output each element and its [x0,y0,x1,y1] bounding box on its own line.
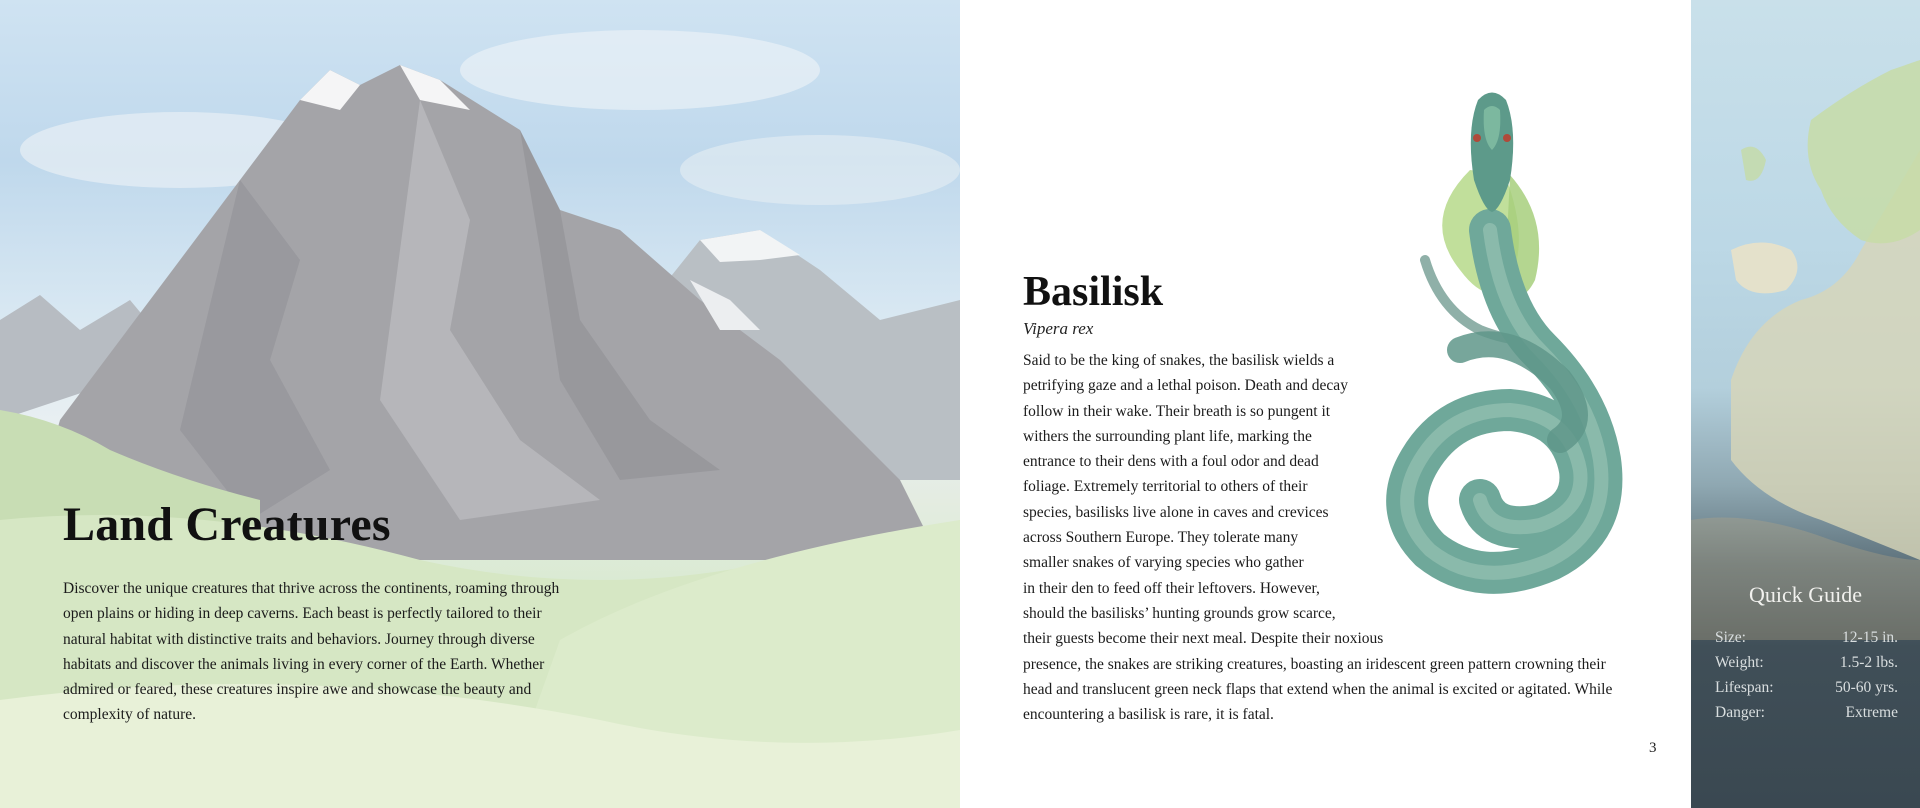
entry-line: follow in their wake. Their breath is so pungent it [1023,402,1331,420]
quick-guide-value: 1.5-2 lbs. [1839,654,1898,671]
entry-line: their guests become their next meal. Despite their noxious [1023,630,1384,648]
entry-line: withers the surrounding plant life, marking the [1023,427,1312,445]
entry-line: species, basilisks live alone in caves and crevices [1023,503,1329,521]
entry-line: entrance to their dens with a foul odor and dead [1023,453,1319,471]
entry-title: Basilisk [1023,269,1164,315]
quick-guide-label: Weight: [1715,654,1764,671]
page-number: 3 [1649,740,1657,756]
quick-guide-value: 12-15 in. [1842,629,1898,646]
entry-line: head and translucent green neck flaps that extend when the animal is excited or agitated. While [1023,680,1613,698]
quick-guide-label: Danger: [1715,704,1765,721]
quick-guide-sidebar [1691,0,1920,808]
snake-eye-right [1503,134,1511,142]
quick-guide-value: 50-60 yrs. [1835,679,1898,696]
entry-line: petrifying gaze and a lethal poison. Death and decay [1023,377,1348,395]
entry-line: in their den to feed off their leftovers. However, [1023,579,1320,597]
entry-line: smaller snakes of varying species who gather [1023,554,1304,572]
quick-guide-value: Extreme [1845,704,1898,721]
entry-line: encountering a basilisk is rare, it is fatal. [1023,706,1274,724]
section-title: Land Creatures [63,498,391,551]
entry-line: across Southern Europe. They tolerate many [1023,529,1299,547]
entry-line: foliage. Extremely territorial to others of their [1023,478,1308,496]
section-intro-text: Discover the unique creatures that thrive across the continents, roaming through open plains or hiding in deep caverns. Each beast is perfectly tailored to their natural habitat with distinctive traits and behaviors. Journey through diverse habitats and discover the animals living in every corner of the Earth. Whether admired or feared, these creatures inspire awe and showcase the beauty and complexity of nature. [63,580,560,724]
entry-line: presence, the snakes are striking creatures, boasting an iridescent green pattern crowning their [1023,655,1606,673]
quick-guide-label: Size: [1715,629,1746,646]
quick-guide-label: Lifespan: [1715,679,1774,696]
entry-line: should the basilisks’ hunting grounds grow scarce, [1023,604,1336,622]
basilisk-illustration [1360,80,1670,620]
entry-line: Said to be the king of snakes, the basilisk wields a [1023,352,1335,369]
snake-eye-left [1473,134,1481,142]
quick-guide-title: Quick Guide [1748,582,1863,607]
entry-latin-name: Vipera rex [1023,319,1094,338]
